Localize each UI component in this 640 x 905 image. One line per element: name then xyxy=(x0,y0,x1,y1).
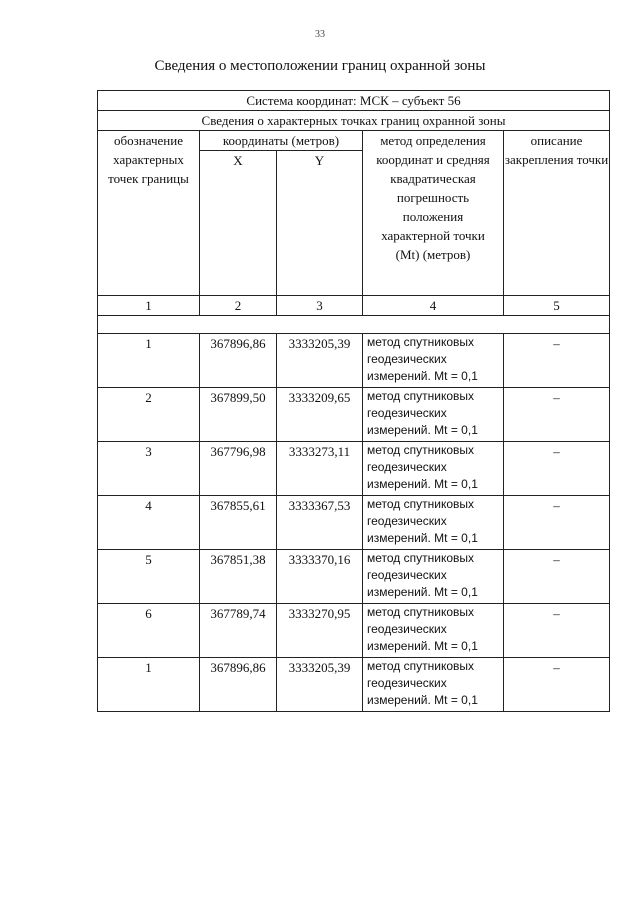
column-number: 4 xyxy=(363,296,504,316)
page-title: Сведения о местоположении границ охранной зоны xyxy=(154,58,486,74)
coord-y: 3333273,11 xyxy=(277,442,363,496)
point-id: 6 xyxy=(98,604,200,658)
coord-x: 367899,50 xyxy=(200,388,277,442)
table-row xyxy=(98,604,610,658)
method-cell: метод спутниковых геодезических измерений. Mt = 0,1 xyxy=(363,334,504,388)
point-id: 5 xyxy=(98,550,200,604)
table-row xyxy=(98,550,610,604)
header-coordinates: координаты (метров) xyxy=(200,131,363,151)
coord-x: 367796,98 xyxy=(200,442,277,496)
description-cell: – xyxy=(504,550,610,604)
column-number: 2 xyxy=(200,296,277,316)
method-cell: метод спутниковых геодезических измерений. Mt = 0,1 xyxy=(363,550,504,604)
coordinate-system-row: Система координат: МСК – субъект 56 xyxy=(98,91,610,111)
description-cell: – xyxy=(504,496,610,550)
coord-y: 3333370,16 xyxy=(277,550,363,604)
point-id: 3 xyxy=(98,442,200,496)
description-cell: – xyxy=(504,442,610,496)
method-cell: метод спутниковых геодезических измерений. Mt = 0,1 xyxy=(363,388,504,442)
description-cell: – xyxy=(504,334,610,388)
coord-x: 367851,38 xyxy=(200,550,277,604)
header-y: Y xyxy=(277,151,363,296)
table-row xyxy=(98,388,610,442)
method-cell: метод спутниковых геодезических измерений. Mt = 0,1 xyxy=(363,658,504,712)
column-number: 5 xyxy=(504,296,610,316)
header-x: X xyxy=(200,151,277,296)
table-row xyxy=(98,496,610,550)
coord-x: 367896,86 xyxy=(200,334,277,388)
point-id: 4 xyxy=(98,496,200,550)
header-point-designation: обозначение характерных точек границы xyxy=(98,131,200,296)
point-id: 1 xyxy=(98,658,200,712)
boundary-points-table xyxy=(97,90,610,712)
method-cell: метод спутниковых геодезических измерений. Mt = 0,1 xyxy=(363,496,504,550)
page-number: 33 xyxy=(315,29,325,40)
column-number: 1 xyxy=(98,296,200,316)
coord-y: 3333270,95 xyxy=(277,604,363,658)
coord-y: 3333367,53 xyxy=(277,496,363,550)
header-method: метод определения координат и средняя квадратическая погрешность положения характерной точки (Mt) (метров) xyxy=(363,131,504,296)
coord-y: 3333205,39 xyxy=(277,658,363,712)
coord-x: 367896,86 xyxy=(200,658,277,712)
spacer-row xyxy=(98,316,610,334)
table-row xyxy=(98,658,610,712)
description-cell: – xyxy=(504,604,610,658)
point-id: 1 xyxy=(98,334,200,388)
description-cell: – xyxy=(504,658,610,712)
header-description: описание закрепления точки xyxy=(504,131,610,296)
coord-y: 3333205,39 xyxy=(277,334,363,388)
point-id: 2 xyxy=(98,388,200,442)
coord-x: 367789,74 xyxy=(200,604,277,658)
coord-y: 3333209,65 xyxy=(277,388,363,442)
points-info-row: Сведения о характерных точках границ охранной зоны xyxy=(98,111,610,131)
description-cell: – xyxy=(504,388,610,442)
column-number: 3 xyxy=(277,296,363,316)
coord-x: 367855,61 xyxy=(200,496,277,550)
table-row xyxy=(98,334,610,388)
method-cell: метод спутниковых геодезических измерений. Mt = 0,1 xyxy=(363,442,504,496)
method-cell: метод спутниковых геодезических измерений. Mt = 0,1 xyxy=(363,604,504,658)
table-row xyxy=(98,442,610,496)
